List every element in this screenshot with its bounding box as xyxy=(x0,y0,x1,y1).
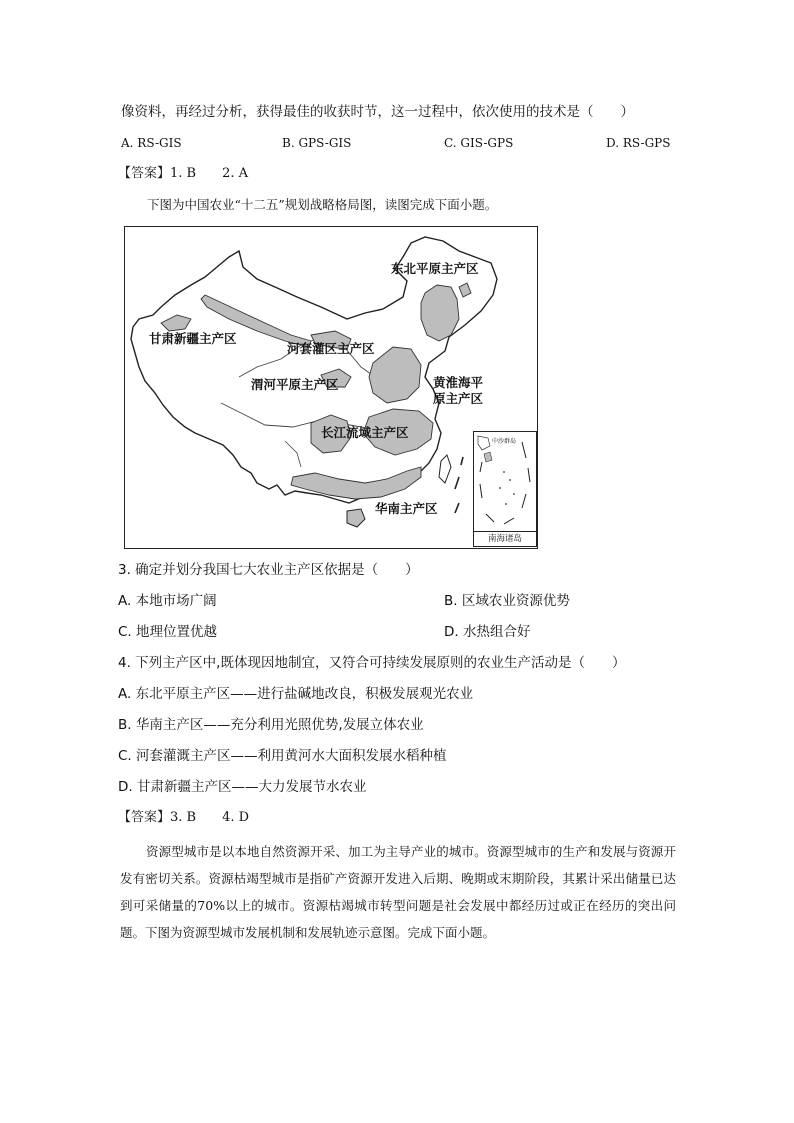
question-2-stem-tail: 像资料，再经过分析，获得最佳的收获时节，这一过程中，依次使用的技术是（ ） xyxy=(121,104,634,120)
answer-text: 3. B 4. D xyxy=(170,810,250,825)
label-huanghuai-line2: 原主产区 xyxy=(433,391,484,406)
q2-option-d: D. RS-GPS xyxy=(606,136,671,150)
map-intro: 下图为中国农业“十二五”规划战略格局图，读图完成下面小题。 xyxy=(147,197,498,212)
inset-top-label: 中沙群岛 xyxy=(492,438,517,445)
answer-text: 1. B 2. A xyxy=(170,166,249,181)
hainan-island xyxy=(347,509,365,527)
q3-option-a: A. 本地市场广阔 xyxy=(118,593,217,609)
question-3-stem: 3. 确定并划分我国七大农业主产区依据是（ ） xyxy=(118,562,419,578)
label-huanghuai-line1: 黄淮海平 xyxy=(433,375,484,390)
answer-block-2 xyxy=(118,808,249,828)
question-4-stem: 4. 下列主产区中,既体现因地制宜，又符合可持续发展原则的农业生产活动是（ ） xyxy=(118,655,626,671)
q3-option-c: C. 地理位置优越 xyxy=(118,624,218,640)
taiwan-island xyxy=(439,455,451,483)
label-gansu-xinjiang: 甘肃新疆主产区 xyxy=(149,331,237,346)
resource-city-passage: 资源型城市是以本地自然资源开采、加工为主导产业的城市。资源型城市的生产和发展与资源开发有密切关系。资源枯竭型城市是指矿产资源开发进入后期、晚期或末期阶段，其累计采出储量已达到可采储量的70%以上的城市。资源枯竭城市转型问题是社会发展中都经历过或正在经历的突出问题。下图为资源型城市发展机制和发展轨迹示意图。完成下面小题。 xyxy=(120,844,676,940)
q2-option-c: C. GIS-GPS xyxy=(444,136,514,150)
inset-caption: 南海诸岛 xyxy=(474,531,536,546)
q3-option-b: B. 区域农业资源优势 xyxy=(444,593,570,609)
q3-option-d: D. 水热组合好 xyxy=(444,624,531,640)
label-hetao: 河套灌区主产区 xyxy=(287,341,375,356)
q4-option-b: B. 华南主产区——充分利用光照优势,发展立体农业 xyxy=(118,717,424,733)
answer-tag: 【答案】 xyxy=(118,166,171,181)
q4-option-a: A. 东北平原主产区——进行盐碱地改良，积极发展观光农业 xyxy=(118,686,474,702)
label-fenwei: 渭河平原主产区 xyxy=(251,377,339,392)
q4-option-d: D. 甘肃新疆主产区——大力发展节水农业 xyxy=(118,779,367,795)
q4-option-c: C. 河套灌溉主产区——利用黄河水大面积发展水稻种植 xyxy=(118,748,447,764)
label-yangtze: 长江流域主产区 xyxy=(321,425,409,440)
south-china-sea-inset xyxy=(473,431,537,547)
q2-option-b: B. GPS-GIS xyxy=(282,136,352,150)
q2-option-a: A. RS-GIS xyxy=(121,136,182,150)
answer-block-1 xyxy=(118,164,248,184)
label-northeast: 东北平原主产区 xyxy=(391,261,479,276)
sea-boundary-marks xyxy=(455,457,463,513)
answer-tag: 【答案】 xyxy=(118,810,171,825)
inset-islands xyxy=(474,432,536,532)
label-south: 华南主产区 xyxy=(375,501,438,516)
agriculture-map-figure xyxy=(124,226,538,549)
